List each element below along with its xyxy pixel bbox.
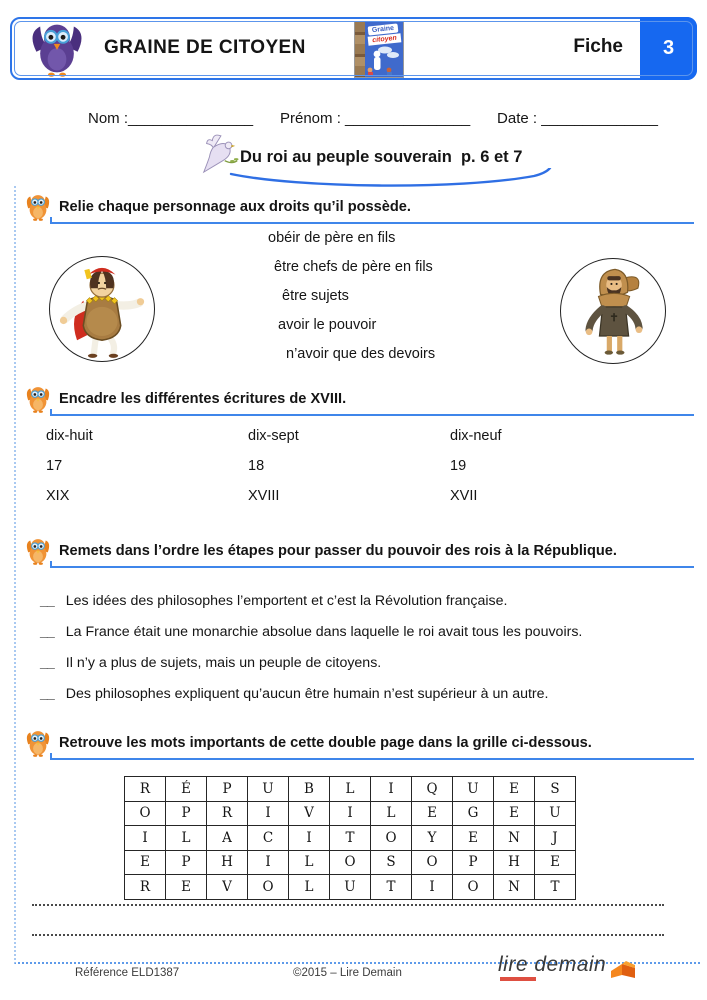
writing-option[interactable]: 17 [46, 458, 63, 474]
book-cover-figures [355, 46, 403, 76]
owl-bullet-icon [24, 537, 52, 565]
grid-cell[interactable]: T [330, 826, 371, 851]
grid-cell[interactable]: R [125, 777, 166, 802]
prenom-blank-line[interactable]: _______________ [345, 110, 471, 127]
grid-row [125, 875, 576, 900]
exercise-2-instruction: Encadre les différentes écritures de XVIII. [59, 391, 347, 407]
grid-cell[interactable]: E [535, 850, 576, 875]
grid-cell[interactable]: O [330, 850, 371, 875]
match-option[interactable]: n’avoir que des devoirs [286, 346, 436, 362]
heading-rule [50, 414, 694, 416]
fiche-number-badge: 3 [640, 17, 697, 80]
writing-option[interactable]: XVII [450, 488, 478, 504]
grid-cell[interactable]: I [289, 826, 330, 851]
order-sentence: Il n’y a plus de sujets, mais un peuple de citoyens. [65, 655, 382, 671]
grid-cell[interactable]: I [412, 875, 453, 900]
grid-cell[interactable]: U [330, 875, 371, 900]
nom-label: Nom : [88, 110, 129, 127]
owl-bullet-icon [24, 385, 52, 413]
date-field [497, 110, 658, 127]
writings-grid [46, 428, 666, 504]
owl-mascot-icon [28, 20, 86, 78]
open-book-icon [608, 957, 638, 981]
grid-cell[interactable]: E [412, 801, 453, 826]
writing-option[interactable]: dix-sept [248, 428, 299, 444]
grid-cell[interactable]: H [207, 850, 248, 875]
heading-rule [50, 222, 694, 224]
exercise-3-header [24, 534, 698, 568]
page-title: GRAINE DE CITOYEN [104, 37, 306, 58]
grid-cell[interactable]: P [166, 801, 207, 826]
writing-option[interactable]: XIX [46, 488, 70, 504]
peasant-image[interactable] [560, 258, 666, 364]
grid-cell[interactable]: N [494, 826, 535, 851]
worksheet-title: Du roi au peuple souverain p. 6 et 7 [240, 148, 523, 166]
nom-field [88, 110, 253, 127]
grid-cell[interactable]: G [453, 801, 494, 826]
order-step [40, 593, 507, 609]
grid-cell[interactable]: N [494, 875, 535, 900]
exercise-1-header [24, 190, 698, 224]
grid-cell[interactable]: E [453, 826, 494, 851]
king-image[interactable] [49, 256, 155, 362]
grid-cell[interactable]: L [289, 875, 330, 900]
grid-cell[interactable]: O [248, 875, 289, 900]
match-option[interactable]: avoir le pouvoir [278, 317, 377, 333]
grid-cell[interactable]: P [166, 850, 207, 875]
grid-cell[interactable]: L [330, 777, 371, 802]
prenom-label: Prénom : [280, 110, 346, 127]
nom-blank-line[interactable]: _______________ [128, 110, 254, 127]
answer-line[interactable] [32, 904, 664, 906]
grid-cell[interactable]: C [248, 826, 289, 851]
word-search-grid [124, 776, 576, 900]
grid-row [125, 777, 576, 802]
book-cover-title-line1: Graine [368, 23, 399, 35]
grid-cell[interactable]: L [371, 801, 412, 826]
grid-cell[interactable]: P [453, 850, 494, 875]
exercise-4-instruction: Retrouve les mots importants de cette double page dans la grille ci-dessous. [59, 735, 592, 751]
order-step [40, 655, 381, 671]
grid-cell[interactable]: E [494, 801, 535, 826]
prenom-field [280, 110, 470, 127]
grid-cell[interactable]: U [453, 777, 494, 802]
date-label: Date : [497, 110, 542, 127]
grid-cell[interactable]: A [207, 826, 248, 851]
fiche-label: Fiche [573, 36, 623, 57]
grid-cell[interactable]: R [125, 875, 166, 900]
grid-cell[interactable]: R [207, 801, 248, 826]
order-step [40, 624, 582, 640]
grid-cell[interactable]: V [289, 801, 330, 826]
writing-option[interactable]: 19 [450, 458, 467, 474]
grid-cell[interactable]: P [207, 777, 248, 802]
grid-cell[interactable]: J [535, 826, 576, 851]
order-blank[interactable]: __ [40, 624, 54, 640]
owl-bullet-icon [24, 729, 52, 757]
footer-copyright: ©2015 – Lire Demain [293, 967, 402, 979]
grid-cell[interactable]: E [494, 777, 535, 802]
grid-cell[interactable]: E [166, 875, 207, 900]
date-blank-line[interactable]: ______________ [541, 110, 658, 127]
match-option[interactable]: obéir de père en fils [268, 230, 396, 246]
grid-cell[interactable]: O [453, 875, 494, 900]
exercise-3-instruction: Remets dans l’ordre les étapes pour passer du pouvoir des rois à la République. [59, 543, 617, 559]
grid-cell[interactable]: O [371, 826, 412, 851]
grid-cell[interactable]: T [535, 875, 576, 900]
grid-row [125, 850, 576, 875]
book-cover-title-line2: citoyen [368, 33, 402, 45]
grid-cell[interactable]: E [125, 850, 166, 875]
match-option[interactable]: être sujets [282, 288, 349, 304]
grid-cell[interactable]: I [125, 826, 166, 851]
order-blank[interactable]: __ [40, 655, 54, 671]
heading-rule [50, 758, 694, 760]
writing-option[interactable]: dix-huit [46, 428, 93, 444]
footer-reference: Référence ELD1387 [75, 967, 180, 979]
grid-cell[interactable]: B [289, 777, 330, 802]
publisher-logo-subtext [500, 977, 536, 981]
grid-cell[interactable]: V [207, 875, 248, 900]
identity-row [88, 110, 658, 127]
exercise-1-instruction: Relie chaque personnage aux droits qu’il possède. [59, 199, 411, 215]
grid-cell[interactable]: S [535, 777, 576, 802]
grid-cell[interactable]: I [248, 801, 289, 826]
header-banner [10, 17, 697, 80]
grid-cell[interactable]: L [166, 826, 207, 851]
publisher-logo [498, 953, 638, 981]
order-blank[interactable]: __ [40, 686, 54, 702]
order-sentence: La France était une monarchie absolue dans laquelle le roi avait tous les pouvoirs. [65, 624, 583, 640]
grid-cell[interactable]: I [330, 801, 371, 826]
exercise-2-header [24, 382, 698, 416]
order-blank[interactable]: __ [40, 593, 54, 609]
writing-option[interactable]: XVIII [248, 488, 280, 504]
writing-option[interactable]: 18 [248, 458, 265, 474]
grid-cell[interactable]: O [412, 850, 453, 875]
content-frame [14, 186, 700, 964]
grid-cell[interactable]: É [166, 777, 207, 802]
owl-bullet-icon [24, 193, 52, 221]
grid-cell[interactable]: S [371, 850, 412, 875]
exercise-4-header [24, 726, 698, 760]
grid-cell[interactable]: I [371, 777, 412, 802]
grid-cell[interactable]: L [289, 850, 330, 875]
match-option[interactable]: être chefs de père en fils [274, 259, 433, 275]
grid-cell[interactable]: U [535, 801, 576, 826]
grid-row [125, 826, 576, 851]
grid-cell[interactable]: Y [412, 826, 453, 851]
grid-cell[interactable]: U [248, 777, 289, 802]
book-cover-thumbnail [354, 21, 404, 78]
publisher-logo-text: lire demain [498, 953, 607, 976]
order-sentence: Des philosophes expliquent qu’aucun être humain n’est supérieur à un autre. [65, 686, 549, 702]
grid-cell[interactable]: T [371, 875, 412, 900]
order-sentence: Les idées des philosophes l’emportent et c’est la Révolution française. [65, 593, 508, 609]
grid-row [125, 801, 576, 826]
writing-option[interactable]: dix-neuf [450, 428, 502, 444]
grid-cell[interactable]: O [125, 801, 166, 826]
answer-line[interactable] [32, 934, 664, 936]
grid-cell[interactable]: Q [412, 777, 453, 802]
heading-rule [50, 566, 694, 568]
grid-cell[interactable]: H [494, 850, 535, 875]
order-step [40, 686, 548, 702]
grid-cell[interactable]: I [248, 850, 289, 875]
